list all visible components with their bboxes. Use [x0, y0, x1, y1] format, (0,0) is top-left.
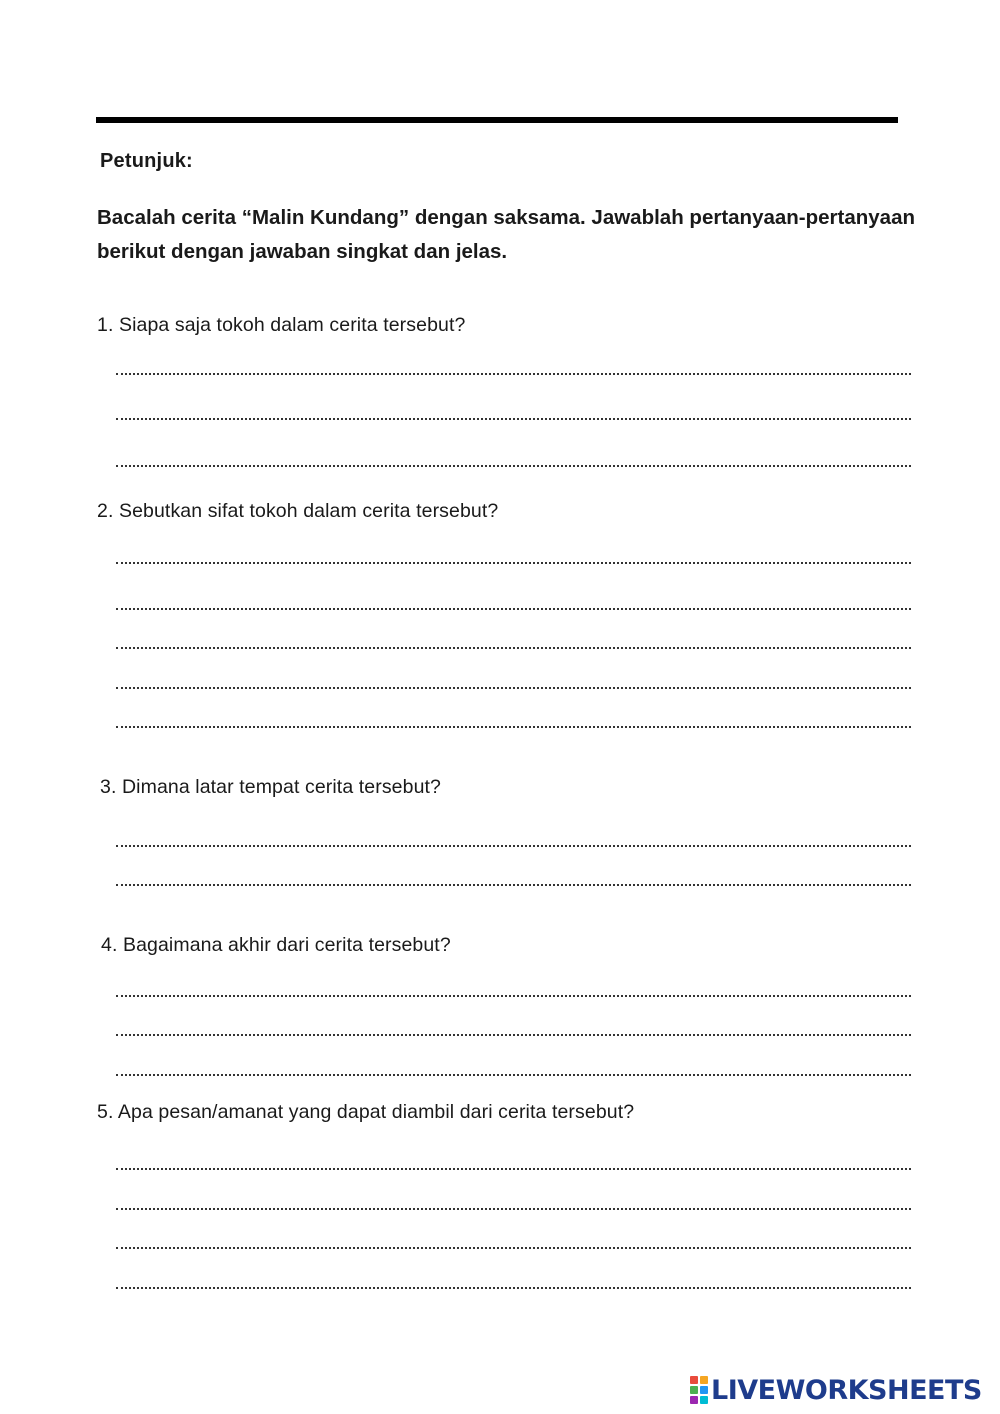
answer-line-q2-3[interactable]: [116, 647, 911, 649]
answer-line-q4-1[interactable]: [116, 995, 911, 997]
logo-mark-block: [700, 1396, 708, 1404]
question-4: 4. Bagaimana akhir dari cerita tersebut?: [101, 934, 451, 956]
top-divider: [96, 117, 898, 123]
answer-line-q1-2[interactable]: [116, 418, 911, 420]
answer-line-q5-3[interactable]: [116, 1247, 911, 1249]
answer-line-q2-4[interactable]: [116, 687, 911, 689]
answer-line-q5-2[interactable]: [116, 1208, 911, 1210]
answer-line-q3-1[interactable]: [116, 845, 911, 847]
logo-mark-block: [700, 1386, 708, 1394]
instructions-text: Bacalah cerita “Malin Kundang” dengan saksama. Jawablah pertanyaan-pertanyaan berikut dengan jawaban singkat dan jelas.: [97, 206, 915, 263]
answer-line-q5-1[interactable]: [116, 1168, 911, 1170]
logo-mark-block: [700, 1376, 708, 1384]
logo-mark-block: [690, 1386, 698, 1394]
question-5: 5. Apa pesan/amanat yang dapat diambil dari cerita tersebut?: [97, 1101, 635, 1123]
logo-mark-block: [690, 1376, 698, 1384]
question-3: 3. Dimana latar tempat cerita tersebut?: [100, 776, 441, 798]
answer-line-q4-3[interactable]: [116, 1074, 911, 1076]
answer-line-q2-5[interactable]: [116, 726, 911, 728]
question-1: 1. Siapa saja tokoh dalam cerita tersebut?: [97, 314, 466, 336]
logo-mark-block: [690, 1396, 698, 1404]
answer-line-q4-2[interactable]: [116, 1034, 911, 1036]
answer-line-q3-2[interactable]: [116, 884, 911, 886]
answer-line-q1-1[interactable]: [116, 373, 911, 375]
answer-line-q5-4[interactable]: [116, 1287, 911, 1289]
question-2: 2. Sebutkan sifat tokoh dalam cerita tersebut?: [97, 500, 499, 522]
answer-line-q2-1[interactable]: [116, 562, 911, 564]
answer-line-q2-2[interactable]: [116, 608, 911, 610]
liveworksheets-logo-text: LIVEWORKSHEETS: [711, 1374, 982, 1406]
answer-line-q1-3[interactable]: [116, 465, 911, 467]
liveworksheets-logo: [690, 1373, 982, 1407]
instructions-heading: Petunjuk:: [100, 150, 193, 172]
liveworksheets-logo-icon: [690, 1376, 708, 1404]
